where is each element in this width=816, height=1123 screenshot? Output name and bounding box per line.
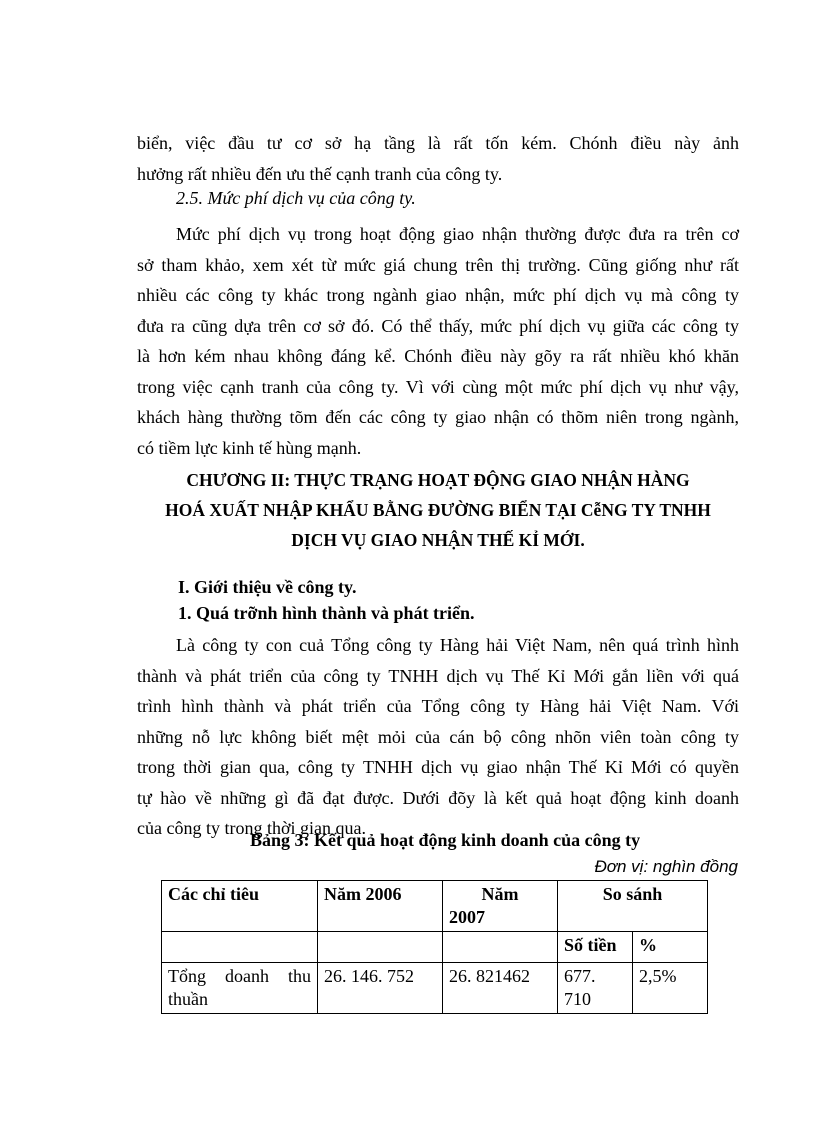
- row-percent: 2,5%: [633, 963, 708, 1014]
- paragraph-intro: [137, 128, 739, 189]
- paragraph-company: [137, 630, 739, 844]
- table-unit: Đơn vị: nghìn đồng: [594, 857, 738, 876]
- text-line: là hơn kém nhau không đáng kể. Chónh điều này gõy ra rất nhiều khó khăn: [137, 346, 739, 366]
- results-table: [161, 880, 708, 1014]
- header-cell-2006: Năm 2006: [318, 881, 443, 932]
- chapter-heading-line: DỊCH VỤ GIAO NHẬN THẾ KỈ MỚI.: [291, 530, 585, 550]
- text-line: sở tham khảo, xem xét từ mức giá chung trên thị trường. Cũng giống như rất: [137, 254, 739, 275]
- text-line: Mức phí dịch vụ trong hoạt động giao nhận thường được đưa ra trên cơ: [176, 224, 739, 244]
- text-line: những nỗ lực không biết mệt mỏi của cán bộ công nhõn viên toàn công ty: [137, 726, 739, 747]
- row-amount-line2: 710: [564, 989, 591, 1009]
- subheader-percent: %: [633, 932, 708, 963]
- text-line: nhiều các công ty khác trong ngành giao nhận, mức phí dịch vụ mà công ty: [137, 285, 739, 305]
- empty-cell: [443, 932, 558, 963]
- header-cell-2007: [443, 881, 558, 932]
- text-line: đưa ra cũng dựa trên cơ sở đó. Có thể thấy, mức phí dịch vụ giữa các công ty: [137, 315, 739, 336]
- chapter-heading-line: CHƯƠNG II: THỰC TRẠNG HOẠT ĐỘNG GIAO NHẬN HÀNG: [186, 470, 690, 490]
- header-cell-comparison: So sánh: [558, 881, 708, 932]
- header-cell-indicators: Các chỉ tiêu: [162, 881, 318, 932]
- row-label-cell: [162, 963, 318, 1014]
- table-title: Bảng 3: Kết quả hoạt động kinh doanh của công ty: [250, 830, 641, 850]
- chapter-heading-line: HOÁ XUẤT NHẬP KHẨU BẰNG ĐƯỜNG BIỂN TẠI CễNG TY TNHH: [165, 500, 711, 520]
- subheader-amount: Số tiền: [558, 932, 633, 963]
- text-line: hưởng rất nhiều đến ưu thế cạnh tranh của công ty.: [137, 163, 503, 184]
- section-heading-1: 1. Quá trỡnh hình thành và phát triển.: [178, 603, 475, 623]
- text-line: trình hình thành và phát triển của Tổng công ty Hàng hải Việt Nam. Với: [137, 696, 739, 716]
- row-value-2007: 26. 821462: [443, 963, 558, 1014]
- text-line: khách hàng thường tõm đến các công ty giao nhận có thõm niên trong ngành,: [137, 407, 739, 427]
- row-value-2006: 26. 146. 752: [318, 963, 443, 1014]
- subsection-title: 2.5. Mức phí dịch vụ của công ty.: [176, 188, 416, 208]
- table-row: [162, 963, 708, 1014]
- text-line: có tiềm lực kinh tế hùng mạnh.: [137, 437, 362, 458]
- header-2007-line2: 2007: [449, 907, 485, 927]
- chapter-heading: [140, 465, 736, 555]
- text-line: trong thời gian qua, công ty TNHH dịch vụ giao nhận Thế Kỉ Mới có quyền: [137, 757, 739, 777]
- empty-cell: [162, 932, 318, 963]
- text-line: biển, việc đầu tư cơ sở hạ tầng là rất tốn kém. Chónh điều này ảnh: [137, 133, 739, 153]
- text-line: Là công ty con cuả Tổng công ty Hàng hải Việt Nam, nên quá trình hình: [176, 635, 739, 655]
- table-subheader-row: [162, 932, 708, 963]
- row-label-line1: Tổng doanh thu: [168, 966, 311, 986]
- section-heading-I: I. Giới thiệu về công ty.: [178, 577, 357, 597]
- text-line: thành và phát triển của công ty TNHH dịch vụ Thế Kỉ Mới gắn liền với quá: [137, 665, 739, 686]
- row-label-line2: thuần: [168, 989, 208, 1009]
- paragraph-fee: [137, 219, 739, 463]
- text-line: trong việc cạnh tranh của công ty. Vì với cùng một mức phí dịch vụ như vậy,: [137, 376, 739, 397]
- empty-cell: [318, 932, 443, 963]
- header-2007-line1: Năm: [481, 884, 519, 904]
- row-amount-line1: 677.: [564, 966, 596, 986]
- text-line: tự hào về những gì đã đạt được. Dưới đõy là kết quả hoạt động kinh doanh: [137, 787, 739, 808]
- text-line: của công ty trong thời gian qua.: [137, 818, 366, 838]
- table-header-row: [162, 881, 708, 932]
- row-amount-cell: [558, 963, 633, 1014]
